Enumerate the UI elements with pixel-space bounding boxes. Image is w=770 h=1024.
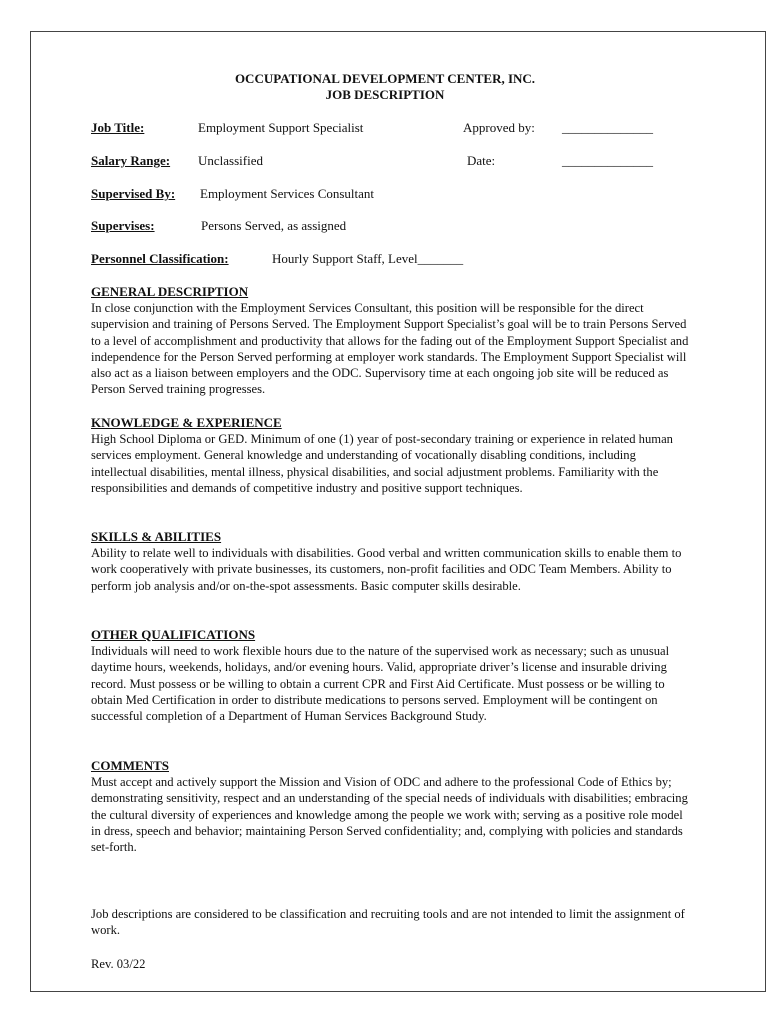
general-description-section — [91, 284, 691, 397]
knowledge-section — [91, 415, 691, 496]
approved-by-value: ______________ — [562, 120, 653, 135]
salary-range-label: Salary Range: — [91, 153, 171, 168]
other-qualifications-body: Individuals will need to work flexible hours due to the nature of the supervised work as necessary; such as unusual daytime hours, weekends, holidays, and/or evening hours. Valid, appropriate driver’s license and insurable driving record. Must possess or be willing to obtain a current CPR and First Aid Certificate. Must possess or be willing to obtain Med Certification in order to distribute medications to persons served. Employment will be contingent on successful completion of a Department of Human Services Background Study. — [91, 644, 670, 724]
other-qualifications-section — [91, 627, 691, 724]
skills-body: Ability to relate well to individuals with disabilities. Good verbal and written communication skills to enable them to work cooperatively with private businesses, its customers, non-profit facilities and ODC Team Members. Ability to perform job analysis and/or on-the-spot assessments. Basic computer skills desirable. — [91, 546, 682, 593]
other-qualifications-title: OTHER QUALIFICATIONS — [91, 627, 256, 642]
salary-range-value: Unclassified — [198, 153, 263, 168]
knowledge-body: High School Diploma or GED. Minimum of one (1) year of post-secondary training or experience in related human services employment. General knowledge and understanding of vocationally disabling conditions, including intellectual disabilities, mental illness, physical disabilities, and social adjustment problems. Familiarity with the responsibilities and demands of competitive industry and positive support techniques. — [91, 432, 673, 495]
supervises-value: Persons Served, as assigned — [201, 218, 347, 233]
comments-title: COMMENTS — [91, 758, 169, 773]
date-label: Date: — [467, 153, 496, 168]
knowledge-title: KNOWLEDGE & EXPERIENCE — [91, 415, 282, 430]
comments-section — [91, 758, 691, 855]
skills-title: SKILLS & ABILITIES — [91, 529, 222, 544]
classification-note: Job descriptions are considered to be classification and recruiting tools and are not intended to limit the assignment of work. — [91, 907, 685, 938]
revision-label: Rev. 03/22 — [91, 957, 146, 971]
comments-body: Must accept and actively support the Mission and Vision of ODC and adhere to the professional Code of Ethics by; demonstrating sensitivity, respect and an understanding of the special needs of individuals with disabilities; embracing the cultural diversity of experiences and knowledge among the people we work with; serving as a positive role model in dress, speech and behavior; maintaining Person Served confidentiality; and, complying with policies and standards set-forth. — [91, 775, 688, 855]
personnel-classification-value: Hourly Support Staff, Level_______ — [272, 251, 464, 266]
general-description-title: GENERAL DESCRIPTION — [91, 284, 249, 299]
skills-section — [91, 529, 691, 594]
document-type: JOB DESCRIPTION — [325, 87, 445, 102]
supervised-by-label: Supervised By: — [91, 186, 176, 201]
job-title-label: Job Title: — [91, 120, 145, 135]
general-description-body: In close conjunction with the Employment Services Consultant, this position will be responsible for the direct supervision and training of Persons Served. The Employment Support Specialist’s goal will be to train Persons Served to a level of accomplishment and productivity that allows for the fading out of the Employment Support Specialist and independence for the Person Served performing at employer work standards. The Employment Support Specialist will also act as a liaison between employers and the ODC. Supervisory time at each ongoing job site will be reduced as Person Served training progresses. — [91, 301, 689, 397]
personnel-classification-label: Personnel Classification: — [91, 251, 229, 266]
supervises-label: Supervises: — [91, 218, 155, 233]
job-title-value: Employment Support Specialist — [198, 120, 364, 135]
org-name: OCCUPATIONAL DEVELOPMENT CENTER, INC. — [234, 71, 536, 86]
approved-by-label: Approved by: — [463, 120, 535, 135]
supervised-by-value: Employment Services Consultant — [200, 186, 375, 201]
date-value: ______________ — [562, 153, 653, 168]
